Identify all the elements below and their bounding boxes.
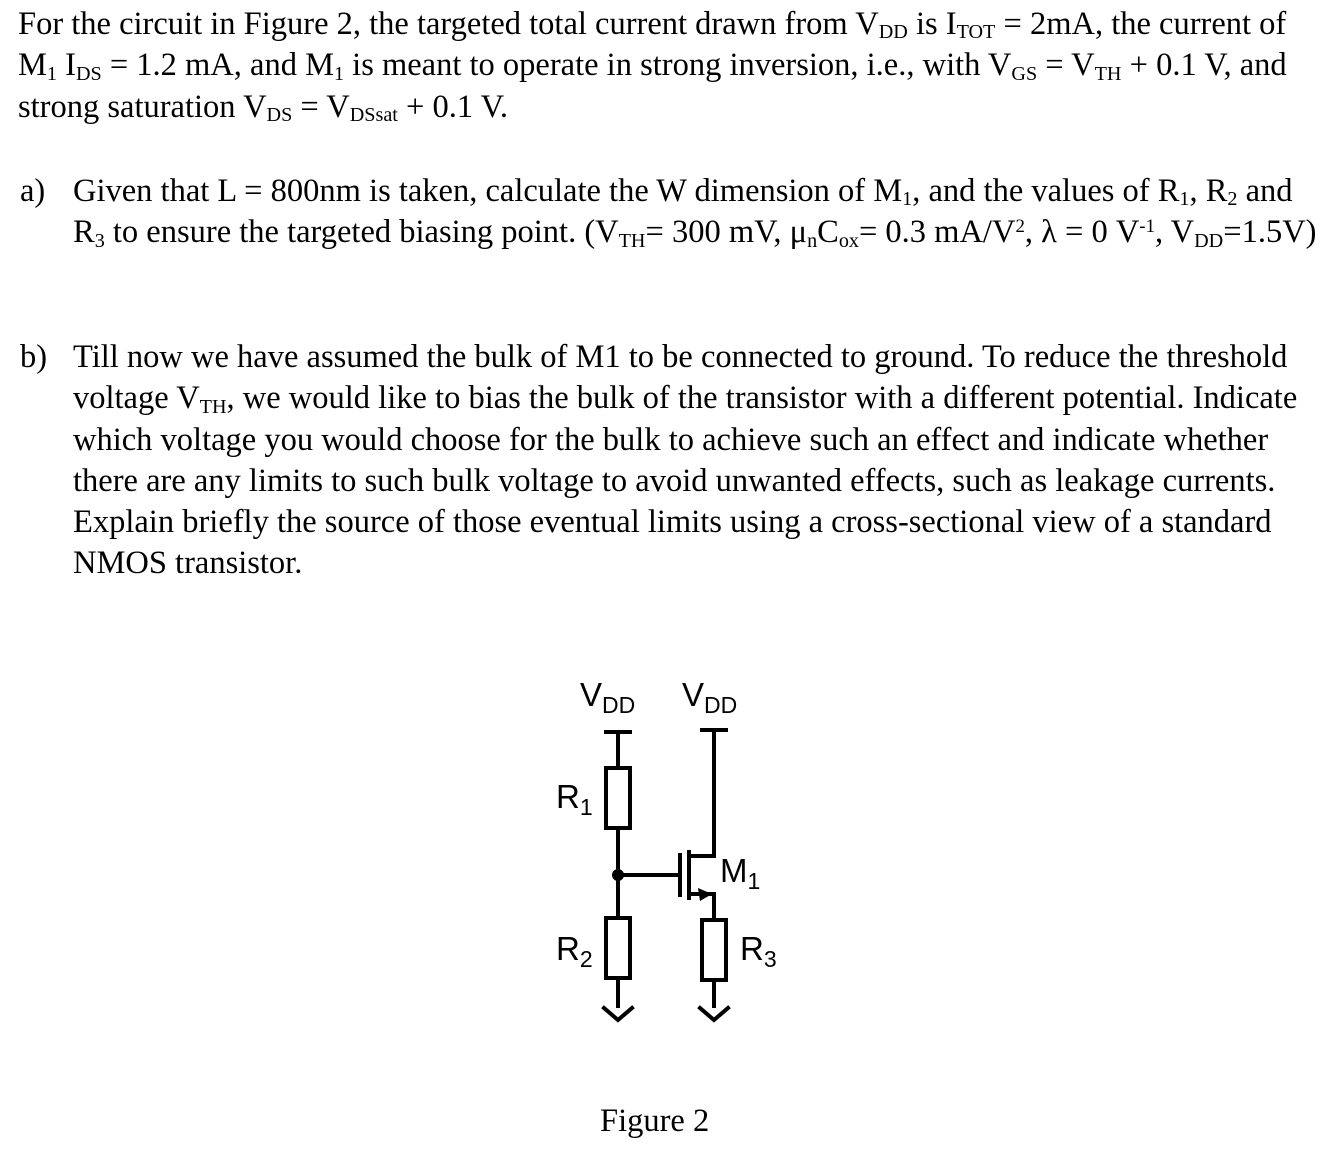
intro-text: = V [1037, 47, 1095, 84]
resistor-r2 [606, 918, 630, 978]
part-a-segment: Given that L = 800nm is taken, calculate the W dimension of M [73, 173, 903, 209]
source-arrow-icon [698, 888, 712, 901]
circuit-figure [540, 670, 800, 1010]
intro-text: = 1.2 mA, and M [101, 47, 334, 84]
question-part-b [20, 337, 1330, 585]
ground-right-icon [700, 1008, 728, 1020]
resistor-r3 [702, 920, 726, 980]
intro-text: = 2mA, the current of M [18, 6, 1287, 84]
r3-label: $R_3$ [740, 930, 777, 972]
intro-text: = V [292, 88, 350, 125]
r2-label: $R_2$ [556, 930, 593, 972]
part-a-segment: =1.5V) [1223, 214, 1317, 251]
subscript: DD [1194, 229, 1224, 252]
r1-label: $R_1$ [556, 778, 593, 820]
intro-text: is meant to operate in strong inversion, i.e., with V [344, 47, 1012, 84]
part-a-segment: = 0.3 mA/V [858, 214, 1016, 251]
vdd-right-label: $V_{DD}$ [682, 676, 738, 718]
subscript: n [807, 229, 818, 252]
ground-left-icon [604, 1008, 632, 1020]
superscript: 2 [1015, 215, 1025, 237]
question-part-a [20, 171, 1330, 254]
intro-paragraph [18, 4, 1323, 128]
subscript: 1 [333, 62, 345, 85]
subscript: ox [838, 229, 859, 252]
figure-caption: Figure 2 [600, 1103, 710, 1139]
circuit-schematic [540, 670, 800, 1010]
part-a-segment: , and the values of R [912, 173, 1180, 209]
part-b-text [73, 337, 1330, 585]
part-a-segment: , V [1155, 214, 1195, 251]
part-a-label: a) [20, 173, 46, 209]
part-b-segment: , we would like to bias the bulk of the transistor with a different potential. Indicate which voltage you would choose for the bulk to achieve such an effect and indicate whether there are any limits to such bulk voltage to avoid unwanted effects, such as leakage currents. Explain briefly the source of those eventual limits using a cross-sectional view of a standard NMOS transistor. [73, 380, 1298, 582]
subscript: TH [1094, 62, 1122, 85]
resistor-r1 [606, 768, 630, 828]
part-a-segment: to ensure the targeted biasing point. (V [104, 214, 619, 251]
subscript: TH [618, 229, 646, 252]
part-b-segment: Till now we have assumed the bulk of M1 to be connected to ground. To reduce the threshold voltage V [73, 339, 1288, 417]
intro-text: + 0.1 V, and strong saturation V [18, 47, 1287, 125]
part-a-segment: = 300 mV, μ [645, 214, 808, 251]
subscript: GS [1011, 62, 1038, 85]
part-a-segment: , λ = 0 V [1024, 214, 1140, 251]
subscript: 1 [1179, 188, 1190, 211]
subscript: 3 [94, 229, 105, 252]
part-b-label: b) [20, 339, 48, 375]
part-a-segment: , R [1189, 173, 1228, 209]
part-a-segment: and R [73, 173, 1293, 251]
part-a-text [73, 171, 1330, 254]
vdd-left-label: $V_{DD}$ [580, 676, 636, 718]
subscript: DD [878, 21, 908, 44]
part-a-segment: C [817, 214, 839, 251]
subscript: 1 [902, 188, 913, 211]
junction-dot [612, 869, 624, 881]
m1-label: $M_1$ [720, 852, 761, 894]
superscript: -1 [1139, 215, 1155, 237]
intro-text: For the circuit in Figure 2, the targeted total current drawn from V [18, 6, 879, 42]
subscript: DS [75, 62, 102, 85]
subscript: 1 [46, 62, 57, 85]
subscript: 2 [1227, 188, 1238, 211]
subscript: DS [266, 104, 293, 127]
subscript: DSsat [349, 104, 398, 127]
subscript: TH [199, 395, 227, 418]
intro-text: is I [907, 6, 957, 42]
intro-text: I [56, 47, 76, 84]
intro-text: + 0.1 V. [397, 88, 509, 125]
subscript: TOT [956, 21, 996, 44]
